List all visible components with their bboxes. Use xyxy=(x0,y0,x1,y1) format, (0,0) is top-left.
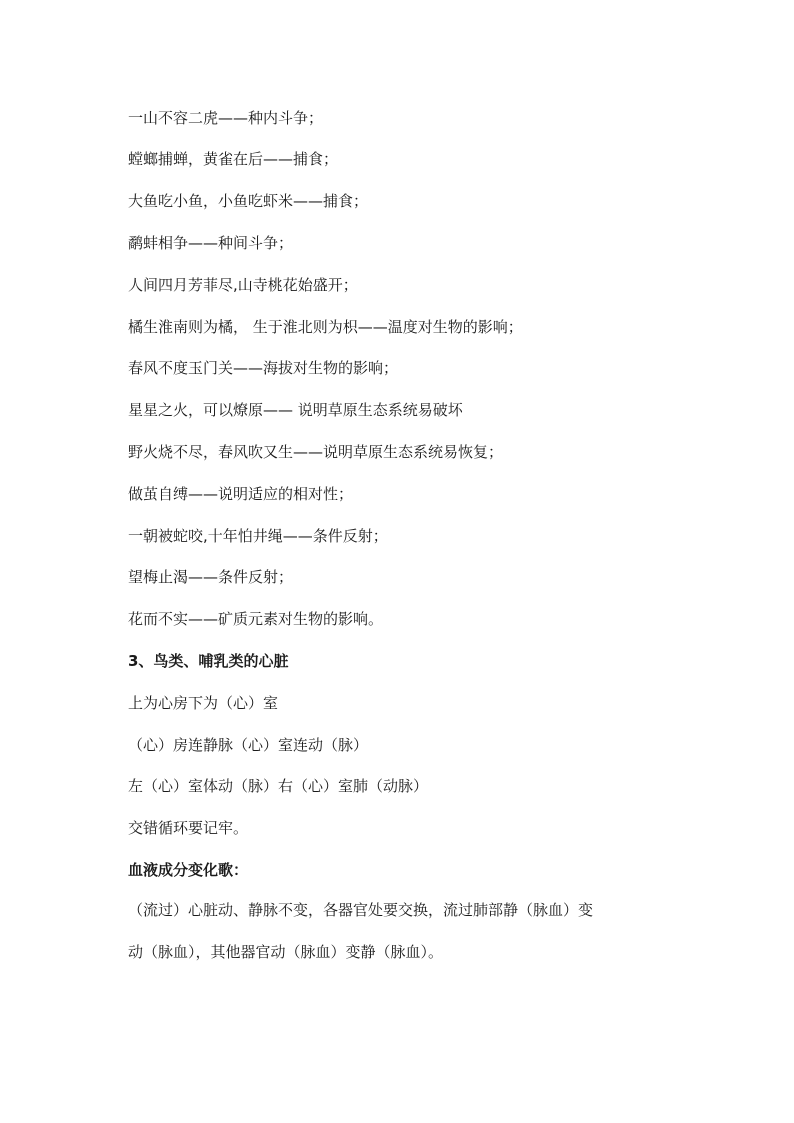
text-line: 春风不度玉门关——海拔对生物的影响； xyxy=(128,359,399,377)
text-line: 大鱼吃小鱼，小鱼吃虾米——捕食； xyxy=(128,192,369,210)
text-line: 做茧自缚——说明适应的相对性； xyxy=(128,485,354,503)
text-line: 野火烧不尽，春风吹又生——说明草原生态系统易恢复； xyxy=(128,443,504,461)
text-line: 望梅止渴——条件反射； xyxy=(128,568,294,586)
paragraph-line: （流过）心脏动、静脉不变，各器官处要交换，流过肺部静（脉血）变 xyxy=(128,901,594,919)
text-line: （心）房连静脉（心）室连动（脉） xyxy=(128,736,369,754)
text-line: 左（心）室体动（脉）右（心）室肺（动脉） xyxy=(128,777,429,795)
text-line: 一朝被蛇咬,十年怕井绳——条件反射； xyxy=(128,527,388,545)
text-line: 交错循环要记牢。 xyxy=(128,819,249,837)
text-line: 花而不实——矿质元素对生物的影响。 xyxy=(128,610,384,628)
text-line: 上为心房下为（心）室 xyxy=(128,694,279,712)
section-heading-heart: 3、鸟类、哺乳类的心脏 xyxy=(128,652,289,670)
text-line: 鹬蚌相争——种间斗争； xyxy=(128,234,294,252)
paragraph-line: 动（脉血），其他器官动（脉血）变静（脉血）。 xyxy=(128,943,444,961)
text-line: 星星之火，可以燎原—— 说明草原生态系统易破坏 xyxy=(128,401,463,419)
text-line: 橘生淮南则为橘， 生于淮北则为枳——温度对生物的影响； xyxy=(128,318,523,336)
section-heading-blood: 血液成分变化歌： xyxy=(128,861,249,879)
text-line: 螳螂捕蝉，黄雀在后——捕食； xyxy=(128,150,339,168)
text-line: 人间四月芳菲尽,山寺桃花始盛开； xyxy=(128,276,358,294)
text-line: 一山不容二虎——种内斗争； xyxy=(128,109,324,127)
